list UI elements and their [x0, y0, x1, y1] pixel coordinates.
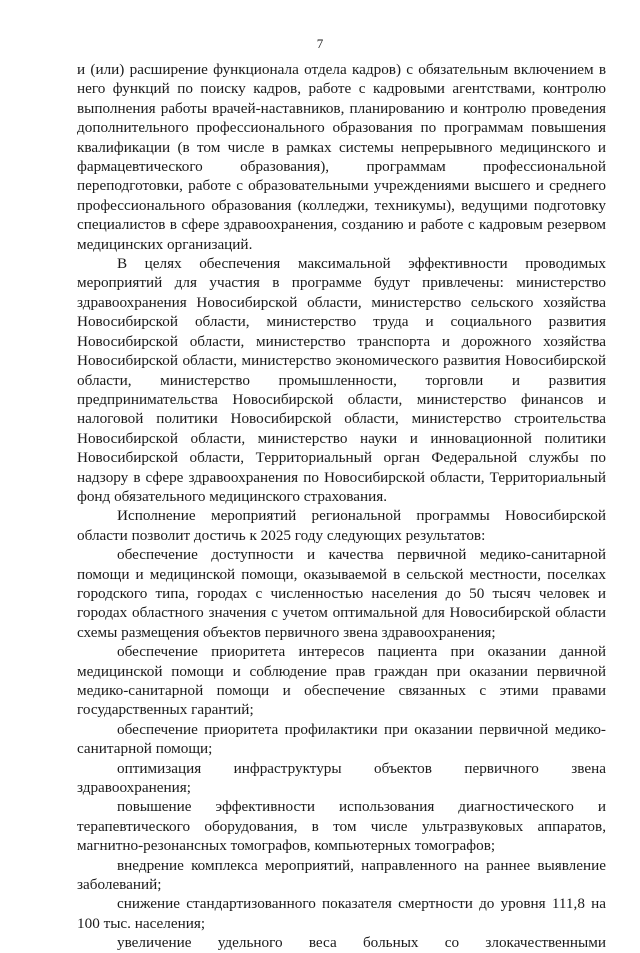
paragraph-results-intro: Исполнение мероприятий региональной программы Новосибирской области позволит достичь к 2025 году следующих результатов: [77, 507, 606, 544]
paragraph-result-equipment: повышение эффективности использования диагностического и терапевтического оборудования, в том числе ультразвуковых аппаратов, магнитно-резонансных томографов, компьютерных томографов; [77, 798, 606, 855]
paragraph-result-accessibility: обеспечение доступности и качества первичной медико-санитарной помощи и медицинской помощи, оказываемой в сельской местности, поселках городского типа, городах с численностью населения до 50 тысяч человек и городах областного значения с учетом оптимальной для Новосибирской области схемы размещения объектов первичного звена здравоохранения; [77, 546, 606, 641]
paragraph-result-mortality: снижение стандартизованного показателя смертности до уровня 111,8 на 100 тыс. населения; [77, 895, 606, 932]
paragraph-result-infrastructure: оптимизация инфраструктуры объектов первичного звена здравоохранения; [77, 759, 606, 797]
paragraph-result-early-detection: внедрение комплекса мероприятий, направленного на раннее выявление заболеваний; [77, 856, 606, 894]
paragraph-result-prevention: обеспечение приоритета профилактики при оказании первичной медико-санитарной помощи; [77, 720, 606, 758]
paragraph-hr-functions: и (или) расширение функционала отдела кадров) с обязательным включением в него функций по поиску кадров, работе с кадровыми агентствами, контролю выполнения работы врачей-наставников, планированию и контролю проведения дополнительного профессионального образования по программам повышения квалификации (в том числе в рамках системы непрерывного медицинского и фармацевтического образования), программам профессиональной переподготовки, работе с образовательными учреждениями высшего и среднего профессионального образования (колледжи, техникумы), ведущими подготовку специалистов в сфере здравоохранения, созданию и работе с кадровым резервом медицинских организаций. [77, 61, 606, 253]
document-body [77, 60, 606, 953]
page-number: 7 [316, 36, 324, 51]
paragraph-result-oncology: увеличение удельного веса больных со злокачественными [117, 934, 606, 952]
paragraph-result-patient-priority: обеспечение приоритета интересов пациента при оказании данной медицинской помощи и соблюдение прав граждан при оказании первичной медико-санитарной помощи и обеспечение связанных с этими правами государственных гарантий; [77, 643, 606, 719]
paragraph-participants: В целях обеспечения максимальной эффективности проводимых мероприятий для участия в программе будут привлечены: министерство здравоохранения Новосибирской области, министерство сельского хозяйства Новосибирской области, министерство труда и социального развития Новосибирской области, министерство транспорта и дорожного хозяйства Новосибирской области, министерство экономического развития Новосибирской области, министерство промышленности, торговли и развития предпринимательства Новосибирской области, министерство финансов и налоговой политики Новосибирской области, министерство строительства Новосибирской области, министерство науки и инновационной политики Новосибирской области, Территориальный орган Федеральной службы по надзору в сфере здравоохранения по Новосибирской области, Территориальный фонд обязательного медицинского страхования. [77, 255, 606, 505]
